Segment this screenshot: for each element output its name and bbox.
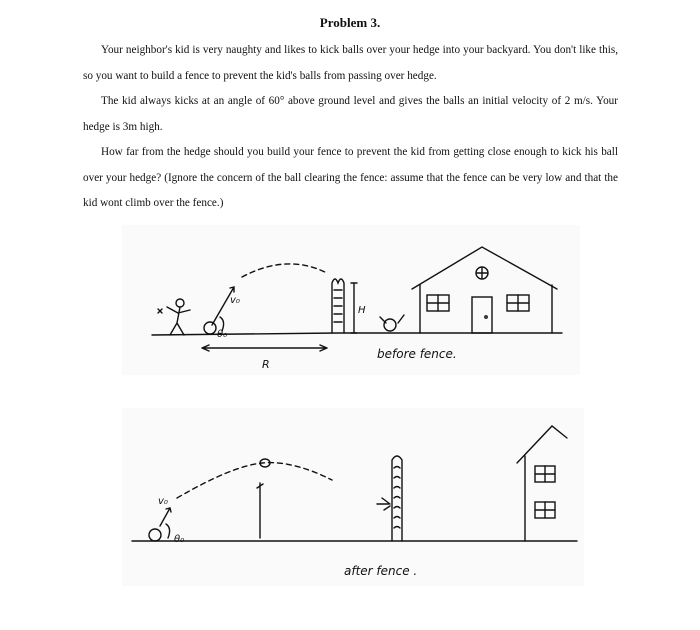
paragraph-1: Your neighbor's kid is very naughty and likes to kick balls over your hedge into your backyard. You don't like this, so you want to build a fence to prevent the kid's balls from passing over hedge. xyxy=(83,44,618,82)
fence-post xyxy=(257,483,263,538)
figure2-caption: after fence . xyxy=(344,564,418,578)
height-label: H xyxy=(358,305,366,316)
figure-before-fence xyxy=(122,225,580,375)
angle-label: θ₀ xyxy=(174,534,185,545)
velocity-label: v₀ xyxy=(158,496,168,507)
figure1-caption: before fence. xyxy=(377,347,457,361)
before-fence-sketch xyxy=(122,225,580,375)
velocity-arrow xyxy=(160,508,171,526)
kid-figure xyxy=(158,299,190,335)
paragraph-2: The kid always kicks at an angle of 60° above ground level and gives the balls an initial velocity of 2 m/s. Your hedge is 3m high. xyxy=(83,95,618,133)
trajectory xyxy=(242,264,327,277)
paragraph-3: How far from the hedge should you build your fence to prevent the kid from getting close enough to kick his ball over your hedge? (Ignore the concern of the ball clearing the fence: assume that the fence can be very low and that the kid wont climb over the fence.) xyxy=(83,146,618,209)
angle-arc xyxy=(166,524,170,538)
problem-title: Problem 3. xyxy=(319,15,381,30)
trajectory xyxy=(177,463,332,498)
house xyxy=(517,426,567,541)
range-label: R xyxy=(262,358,270,371)
landed-ball xyxy=(384,319,396,331)
ball xyxy=(149,529,161,541)
velocity-label: v₀ xyxy=(230,295,240,306)
height-marker xyxy=(351,283,357,333)
house xyxy=(412,247,557,333)
hedge xyxy=(332,279,344,333)
figure-after-fence xyxy=(122,408,584,586)
angle-label: θ₀ xyxy=(217,329,228,340)
after-fence-sketch xyxy=(122,408,584,586)
hedge xyxy=(377,456,402,541)
ball xyxy=(204,322,216,334)
range-arrow xyxy=(202,345,327,351)
